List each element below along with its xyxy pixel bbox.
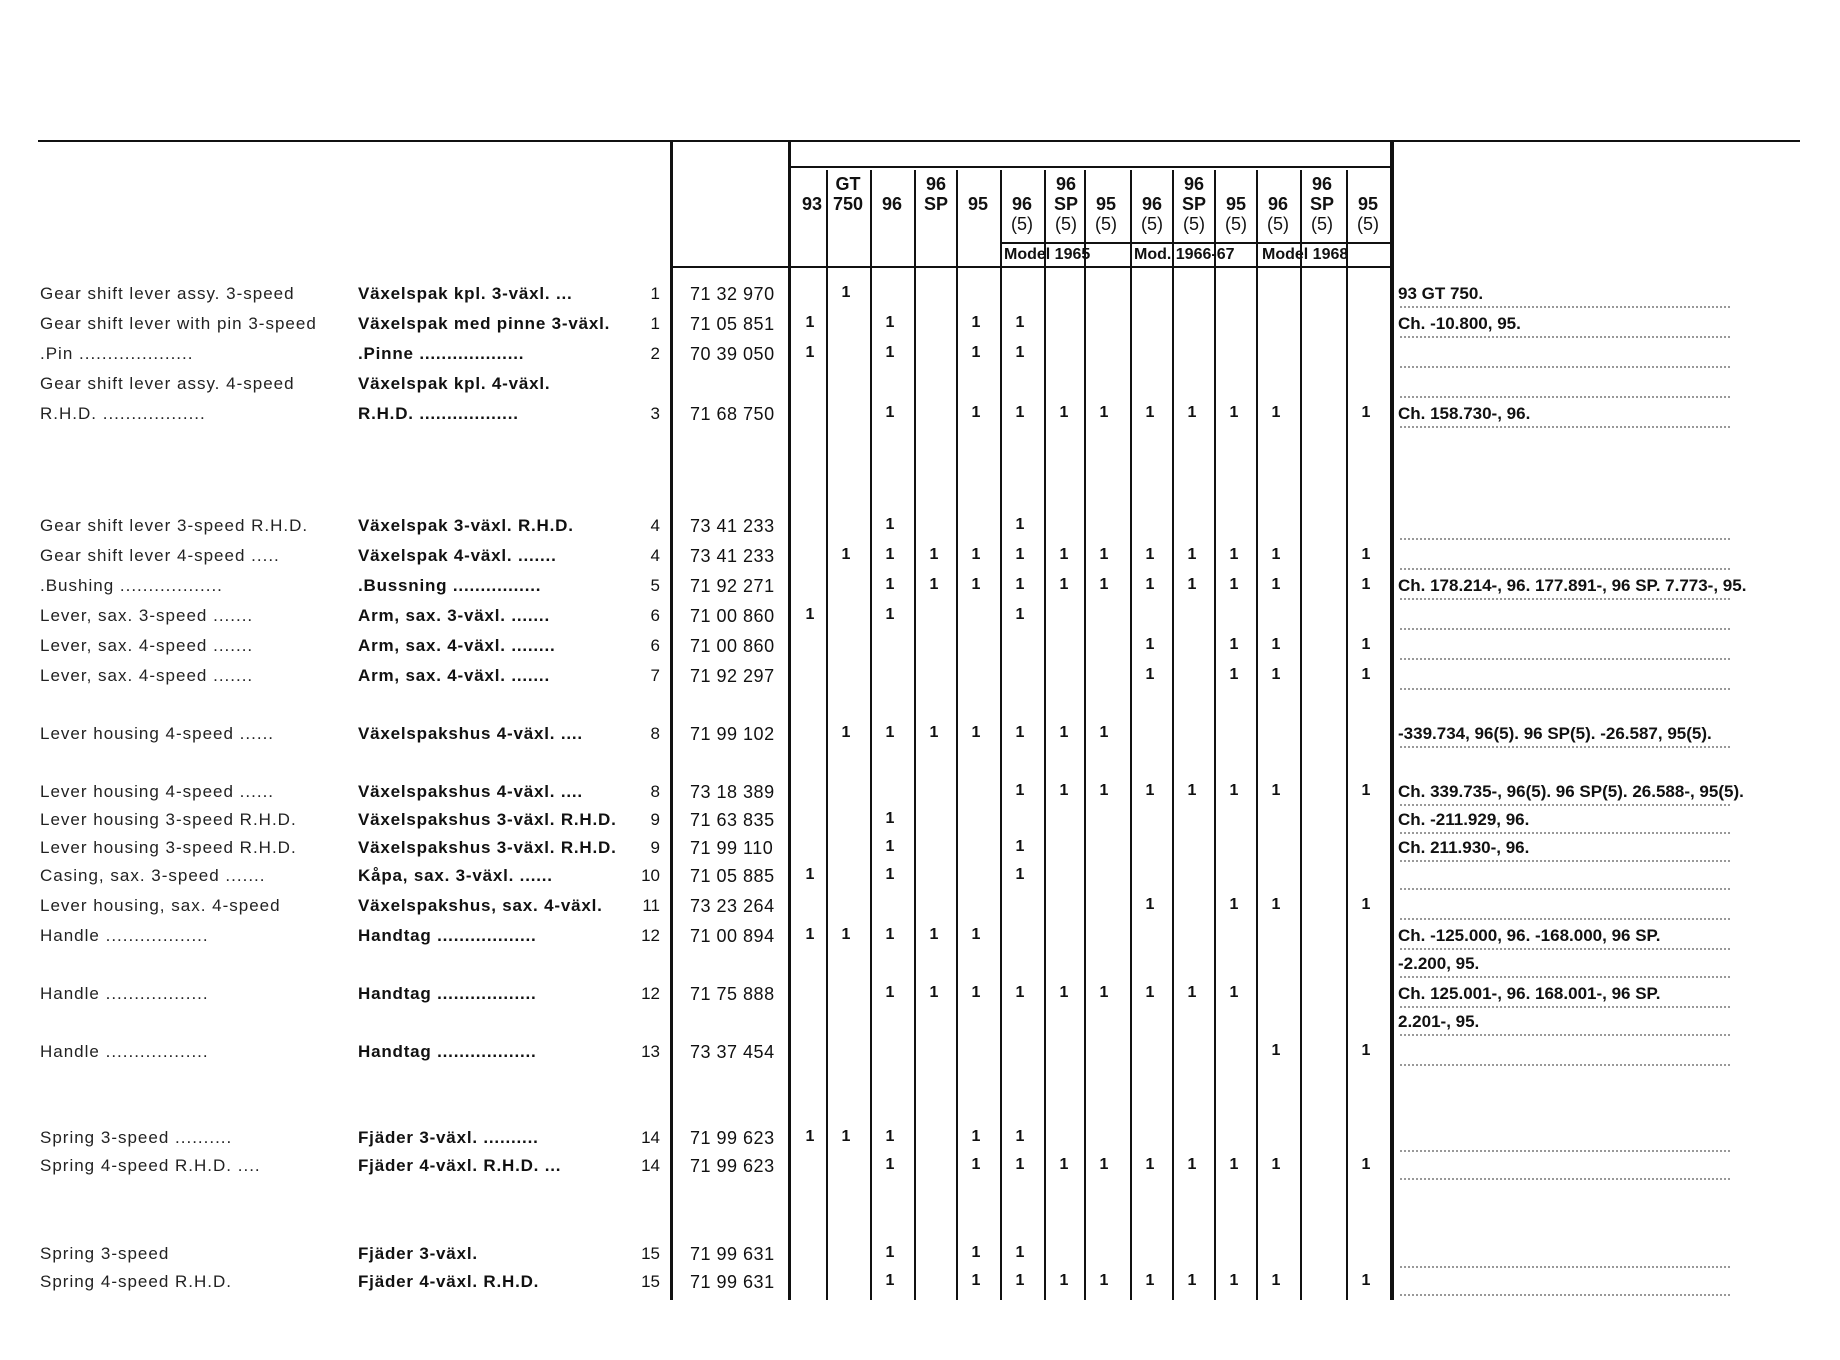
- row-part-number: 71 99 631: [690, 1272, 775, 1292]
- row-fig-pos: 14: [641, 1128, 660, 1147]
- row-qty-cell: 1: [1361, 576, 1371, 593]
- row-qty-cell: 1: [971, 1128, 981, 1145]
- row-remark: 2.201-, 95.: [1398, 1012, 1480, 1031]
- row-part-number: 71 92 297: [690, 666, 775, 686]
- row-benamning: Arm, sax. 3-växl. .......: [358, 606, 550, 625]
- row-remark: 93 GT 750.: [1398, 284, 1484, 303]
- row-qty-cell: 1: [885, 724, 895, 741]
- row-part-number: 71 00 860: [690, 636, 775, 656]
- row-qty-cell: 1: [885, 546, 895, 563]
- qty-col-header: 95 (5): [1357, 194, 1379, 234]
- row-qty-cell: 1: [1187, 984, 1197, 1001]
- row-qty-cell: 1: [1361, 896, 1371, 913]
- row-qty-cell: 1: [971, 546, 981, 563]
- row-part-number: 71 99 631: [690, 1244, 775, 1264]
- row-description: .Bushing ..................: [40, 576, 223, 595]
- row-fig-pos: 11: [642, 896, 660, 915]
- row-fig-pos: 12: [641, 984, 660, 1003]
- row-qty-cell: 1: [929, 576, 939, 593]
- row-qty-cell: 1: [1271, 1272, 1281, 1289]
- row-qty-cell: 1: [885, 404, 895, 421]
- row-qty-cell: 1: [971, 404, 981, 421]
- row-qty-cell: 1: [1229, 896, 1239, 913]
- qty-col-header: 96 SP (5): [1309, 174, 1334, 234]
- row-benamning: Fjäder 3-växl. ..........: [358, 1128, 539, 1147]
- row-fig-pos: 9: [650, 810, 660, 829]
- row-qty-cell: 1: [971, 1272, 981, 1289]
- row-fig-pos: 8: [650, 724, 660, 743]
- row-benamning: Fjäder 4-växl. R.H.D.: [358, 1272, 540, 1291]
- row-description: Casing, sax. 3-speed .......: [40, 866, 266, 885]
- row-qty-cell: 1: [841, 284, 851, 301]
- row-benamning: Arm, sax. 4-växl. .......: [358, 666, 550, 685]
- row-fig-pos: 15: [641, 1244, 660, 1263]
- row-part-number: 70 39 050: [690, 344, 775, 364]
- row-fig-pos: 1: [650, 284, 660, 303]
- row-qty-cell: 1: [1015, 1128, 1025, 1145]
- row-description: Gear shift lever assy. 4-speed: [40, 374, 295, 393]
- row-description: Lever housing 4-speed ......: [40, 782, 275, 801]
- row-fig-pos: 2: [650, 344, 660, 363]
- row-benamning: .Bussning ................: [358, 576, 542, 595]
- row-qty-cell: 1: [1229, 546, 1239, 563]
- qty-col-header: 95 (5): [1225, 194, 1247, 234]
- row-description: Gear shift lever 3-speed R.H.D.: [40, 516, 309, 535]
- row-benamning: Växelspak 4-växl. .......: [358, 546, 557, 565]
- row-part-number: 71 99 623: [690, 1156, 775, 1176]
- row-qty-cell: 1: [1099, 546, 1109, 563]
- row-description: Handle ..................: [40, 1042, 209, 1061]
- row-qty-cell: 1: [1059, 404, 1069, 421]
- qty-col-header: 96 SP: [923, 174, 948, 214]
- row-qty-cell: 1: [885, 1128, 895, 1145]
- row-qty-cell: 1: [1015, 576, 1025, 593]
- row-part-number: 71 00 894: [690, 926, 775, 946]
- qty-col-header: 96 (5): [1011, 194, 1033, 234]
- row-qty-cell: 1: [841, 926, 851, 943]
- row-qty-cell: 1: [1059, 576, 1069, 593]
- row-qty-cell: 1: [885, 606, 895, 623]
- row-remark: Ch. 339.735-, 96(5). 96 SP(5). 26.588-, 95(5).: [1398, 782, 1744, 801]
- row-qty-cell: 1: [1229, 636, 1239, 653]
- qty-col-header: 95: [967, 194, 989, 214]
- row-remark: Ch. 125.001-, 96. 168.001-, 96 SP.: [1398, 984, 1661, 1003]
- row-part-number: 71 92 271: [690, 576, 775, 596]
- row-qty-cell: 1: [1271, 1156, 1281, 1173]
- row-description: Spring 3-speed: [40, 1244, 170, 1263]
- row-qty-cell: 1: [1361, 666, 1371, 683]
- row-benamning: Kåpa, sax. 3-växl. ......: [358, 866, 553, 885]
- row-description: Lever, sax. 4-speed .......: [40, 666, 254, 685]
- row-qty-cell: 1: [1229, 404, 1239, 421]
- row-remark: Ch. 211.930-, 96.: [1398, 838, 1530, 857]
- row-qty-cell: 1: [1271, 896, 1281, 913]
- qty-col-header: 96: [881, 194, 903, 214]
- row-qty-cell: 1: [885, 516, 895, 533]
- row-qty-cell: 1: [971, 1156, 981, 1173]
- row-description: Spring 4-speed R.H.D.: [40, 1272, 233, 1291]
- row-part-number: 71 68 750: [690, 404, 775, 424]
- row-remark: Ch. 158.730-, 96.: [1398, 404, 1531, 423]
- row-qty-cell: 1: [805, 1128, 815, 1145]
- row-description: Gear shift lever with pin 3-speed: [40, 314, 317, 333]
- row-description: Lever housing 3-speed R.H.D.: [40, 838, 297, 857]
- row-qty-cell: 1: [1271, 666, 1281, 683]
- row-benamning: R.H.D. ..................: [358, 404, 519, 423]
- row-qty-cell: 1: [841, 546, 851, 563]
- row-benamning: Handtag ..................: [358, 926, 537, 945]
- row-qty-cell: 1: [1015, 838, 1025, 855]
- row-qty-cell: 1: [885, 1272, 895, 1289]
- row-benamning: Växelspakshus 3-växl. R.H.D.: [358, 838, 617, 857]
- row-part-number: 71 99 110: [690, 838, 774, 858]
- row-description: Lever housing, sax. 4-speed: [40, 896, 281, 915]
- row-qty-cell: 1: [971, 344, 981, 361]
- row-part-number: 71 05 885: [690, 866, 775, 886]
- model-group-label: Model 1968: [1262, 246, 1349, 263]
- row-qty-cell: 1: [1361, 782, 1371, 799]
- row-qty-cell: 1: [1145, 782, 1155, 799]
- row-qty-cell: 1: [929, 926, 939, 943]
- row-qty-cell: 1: [1015, 866, 1025, 883]
- row-qty-cell: 1: [1015, 344, 1025, 361]
- row-qty-cell: 1: [885, 810, 895, 827]
- row-remark: -2.200, 95.: [1398, 954, 1480, 973]
- row-qty-cell: 1: [1015, 314, 1025, 331]
- row-fig-pos: 1: [650, 314, 660, 333]
- row-qty-cell: 1: [1187, 782, 1197, 799]
- row-part-number: 73 37 454: [690, 1042, 775, 1062]
- row-benamning: Växelspakshus 4-växl. ....: [358, 782, 583, 801]
- row-part-number: 73 18 389: [690, 782, 775, 802]
- row-qty-cell: 1: [1015, 1244, 1025, 1261]
- row-qty-cell: 1: [1099, 724, 1109, 741]
- row-qty-cell: 1: [885, 314, 895, 331]
- qty-col-header: 93: [801, 194, 823, 214]
- row-fig-pos: 6: [650, 636, 660, 655]
- row-benamning: Handtag ..................: [358, 1042, 537, 1061]
- row-fig-pos: 13: [641, 1042, 660, 1061]
- row-qty-cell: 1: [805, 606, 815, 623]
- row-qty-cell: 1: [1145, 666, 1155, 683]
- row-qty-cell: 1: [929, 546, 939, 563]
- row-qty-cell: 1: [885, 984, 895, 1001]
- row-qty-cell: 1: [971, 984, 981, 1001]
- row-qty-cell: 1: [1015, 782, 1025, 799]
- row-description: Spring 3-speed ..........: [40, 1128, 233, 1147]
- row-part-number: 71 75 888: [690, 984, 775, 1004]
- row-qty-cell: 1: [1229, 1272, 1239, 1289]
- row-qty-cell: 1: [1229, 1156, 1239, 1173]
- row-fig-pos: 5: [650, 576, 660, 595]
- row-qty-cell: 1: [1229, 576, 1239, 593]
- row-qty-cell: 1: [1015, 546, 1025, 563]
- row-benamning: Växelspak kpl. 4-växl.: [358, 374, 551, 393]
- row-qty-cell: 1: [885, 838, 895, 855]
- row-qty-cell: 1: [1187, 546, 1197, 563]
- row-fig-pos: 15: [641, 1272, 660, 1291]
- qty-col-header: 96 (5): [1267, 194, 1289, 234]
- row-qty-cell: 1: [1059, 1156, 1069, 1173]
- row-qty-cell: 1: [1015, 404, 1025, 421]
- row-fig-pos: 14: [641, 1156, 660, 1175]
- row-qty-cell: 1: [1099, 1272, 1109, 1289]
- row-qty-cell: 1: [1059, 782, 1069, 799]
- row-qty-cell: 1: [1145, 984, 1155, 1001]
- row-fig-pos: 3: [650, 404, 660, 423]
- row-description: Gear shift lever assy. 3-speed: [40, 284, 295, 303]
- row-qty-cell: 1: [1271, 1042, 1281, 1059]
- row-qty-cell: 1: [805, 344, 815, 361]
- row-qty-cell: 1: [971, 314, 981, 331]
- row-qty-cell: 1: [885, 576, 895, 593]
- row-qty-cell: 1: [1361, 546, 1371, 563]
- row-qty-cell: 1: [1099, 404, 1109, 421]
- row-benamning: Växelspak kpl. 3-växl. ...: [358, 284, 573, 303]
- row-remark: Ch. -10.800, 95.: [1398, 314, 1521, 333]
- row-qty-cell: 1: [971, 724, 981, 741]
- row-description: Gear shift lever 4-speed .....: [40, 546, 280, 565]
- row-description: R.H.D. ..................: [40, 404, 206, 423]
- row-qty-cell: 1: [1271, 404, 1281, 421]
- row-description: Handle ..................: [40, 984, 209, 1003]
- row-benamning: Fjäder 4-växl. R.H.D. ...: [358, 1156, 562, 1175]
- row-qty-cell: 1: [971, 926, 981, 943]
- row-qty-cell: 1: [885, 344, 895, 361]
- row-remark: -339.734, 96(5). 96 SP(5). -26.587, 95(5).: [1398, 724, 1712, 743]
- row-qty-cell: 1: [1059, 724, 1069, 741]
- row-qty-cell: 1: [1015, 1156, 1025, 1173]
- row-qty-cell: 1: [1271, 782, 1281, 799]
- row-qty-cell: 1: [1099, 576, 1109, 593]
- row-qty-cell: 1: [1015, 606, 1025, 623]
- row-qty-cell: 1: [1145, 1156, 1155, 1173]
- row-qty-cell: 1: [885, 866, 895, 883]
- row-qty-cell: 1: [805, 926, 815, 943]
- row-fig-pos: 12: [641, 926, 660, 945]
- row-part-number: 71 99 102: [690, 724, 775, 744]
- row-qty-cell: 1: [805, 314, 815, 331]
- qty-col-header: GT 750: [832, 174, 864, 214]
- row-part-number: 73 23 264: [690, 896, 775, 916]
- row-fig-pos: 4: [650, 516, 660, 535]
- row-part-number: 71 63 835: [690, 810, 775, 830]
- row-benamning: Växelspakshus, sax. 4-växl.: [358, 896, 603, 915]
- row-qty-cell: 1: [1361, 1272, 1371, 1289]
- row-qty-cell: 1: [1059, 984, 1069, 1001]
- row-qty-cell: 1: [1361, 404, 1371, 421]
- row-remark: Ch. -211.929, 96.: [1398, 810, 1530, 829]
- row-benamning: Handtag ..................: [358, 984, 537, 1003]
- row-description: Lever, sax. 3-speed .......: [40, 606, 254, 625]
- row-fig-pos: 10: [641, 866, 660, 885]
- model-group-label: Mod. 1966-67: [1134, 246, 1235, 263]
- qty-col-header: 96 (5): [1141, 194, 1163, 234]
- row-qty-cell: 1: [805, 866, 815, 883]
- row-qty-cell: 1: [1145, 404, 1155, 421]
- row-qty-cell: 1: [1187, 1272, 1197, 1289]
- row-qty-cell: 1: [971, 576, 981, 593]
- row-benamning: Växelspakshus 4-växl. ....: [358, 724, 583, 743]
- row-description: Lever, sax. 4-speed .......: [40, 636, 254, 655]
- row-qty-cell: 1: [1015, 984, 1025, 1001]
- row-part-number: 71 32 970: [690, 284, 775, 304]
- row-qty-cell: 1: [1015, 724, 1025, 741]
- row-description: Lever housing 3-speed R.H.D.: [40, 810, 297, 829]
- row-qty-cell: 1: [1271, 636, 1281, 653]
- row-qty-cell: 1: [1271, 576, 1281, 593]
- row-qty-cell: 1: [1361, 1156, 1371, 1173]
- row-qty-cell: 1: [1145, 1272, 1155, 1289]
- row-fig-pos: 6: [650, 606, 660, 625]
- row-qty-cell: 1: [1229, 984, 1239, 1001]
- row-benamning: .Pinne ...................: [358, 344, 525, 363]
- row-qty-cell: 1: [1145, 636, 1155, 653]
- row-description: Spring 4-speed R.H.D. ....: [40, 1156, 261, 1175]
- row-qty-cell: 1: [1099, 1156, 1109, 1173]
- row-fig-pos: 4: [650, 546, 660, 565]
- qty-col-header: 96 SP (5): [1053, 174, 1078, 234]
- row-benamning: Arm, sax. 4-växl. ........: [358, 636, 556, 655]
- row-benamning: Växelspak med pinne 3-växl.: [358, 314, 611, 333]
- row-qty-cell: 1: [1099, 984, 1109, 1001]
- row-qty-cell: 1: [1271, 546, 1281, 563]
- row-description: Handle ..................: [40, 926, 209, 945]
- row-remark: Ch. -125.000, 96. -168.000, 96 SP.: [1398, 926, 1661, 945]
- row-qty-cell: 1: [971, 1244, 981, 1261]
- row-description: Lever housing 4-speed ......: [40, 724, 275, 743]
- row-qty-cell: 1: [1059, 1272, 1069, 1289]
- row-remark: Ch. 178.214-, 96. 177.891-, 96 SP. 7.773-, 95.: [1398, 576, 1747, 595]
- row-qty-cell: 1: [1187, 404, 1197, 421]
- row-qty-cell: 1: [1187, 576, 1197, 593]
- row-benamning: Växelspak 3-växl. R.H.D.: [358, 516, 574, 535]
- row-qty-cell: 1: [1361, 1042, 1371, 1059]
- row-qty-cell: 1: [1059, 546, 1069, 563]
- row-qty-cell: 1: [841, 724, 851, 741]
- row-qty-cell: 1: [885, 926, 895, 943]
- model-group-label: Model 1965: [1004, 246, 1091, 263]
- row-qty-cell: 1: [1145, 896, 1155, 913]
- row-fig-pos: 8: [650, 782, 660, 801]
- row-part-number: 73 41 233: [690, 546, 775, 566]
- row-qty-cell: 1: [885, 1156, 895, 1173]
- qty-col-header: 95 (5): [1095, 194, 1117, 234]
- row-description: .Pin ....................: [40, 344, 194, 363]
- row-qty-cell: 1: [1145, 546, 1155, 563]
- row-qty-cell: 1: [929, 724, 939, 741]
- row-part-number: 73 41 233: [690, 516, 775, 536]
- row-benamning: Växelspakshus 3-växl. R.H.D.: [358, 810, 617, 829]
- row-qty-cell: 1: [1229, 666, 1239, 683]
- row-qty-cell: 1: [885, 1244, 895, 1261]
- row-qty-cell: 1: [929, 984, 939, 1001]
- row-benamning: Fjäder 3-växl.: [358, 1244, 478, 1263]
- row-qty-cell: 1: [1145, 576, 1155, 593]
- row-part-number: 71 00 860: [690, 606, 775, 626]
- qty-col-header: 96 SP (5): [1181, 174, 1206, 234]
- row-qty-cell: 1: [1099, 782, 1109, 799]
- row-part-number: 71 99 623: [690, 1128, 775, 1148]
- row-qty-cell: 1: [1229, 782, 1239, 799]
- row-qty-cell: 1: [1187, 1156, 1197, 1173]
- row-part-number: 71 05 851: [690, 314, 775, 334]
- row-fig-pos: 9: [650, 838, 660, 857]
- row-qty-cell: 1: [1361, 636, 1371, 653]
- row-qty-cell: 1: [1015, 1272, 1025, 1289]
- row-qty-cell: 1: [841, 1128, 851, 1145]
- row-qty-cell: 1: [1015, 516, 1025, 533]
- row-fig-pos: 7: [650, 666, 660, 685]
